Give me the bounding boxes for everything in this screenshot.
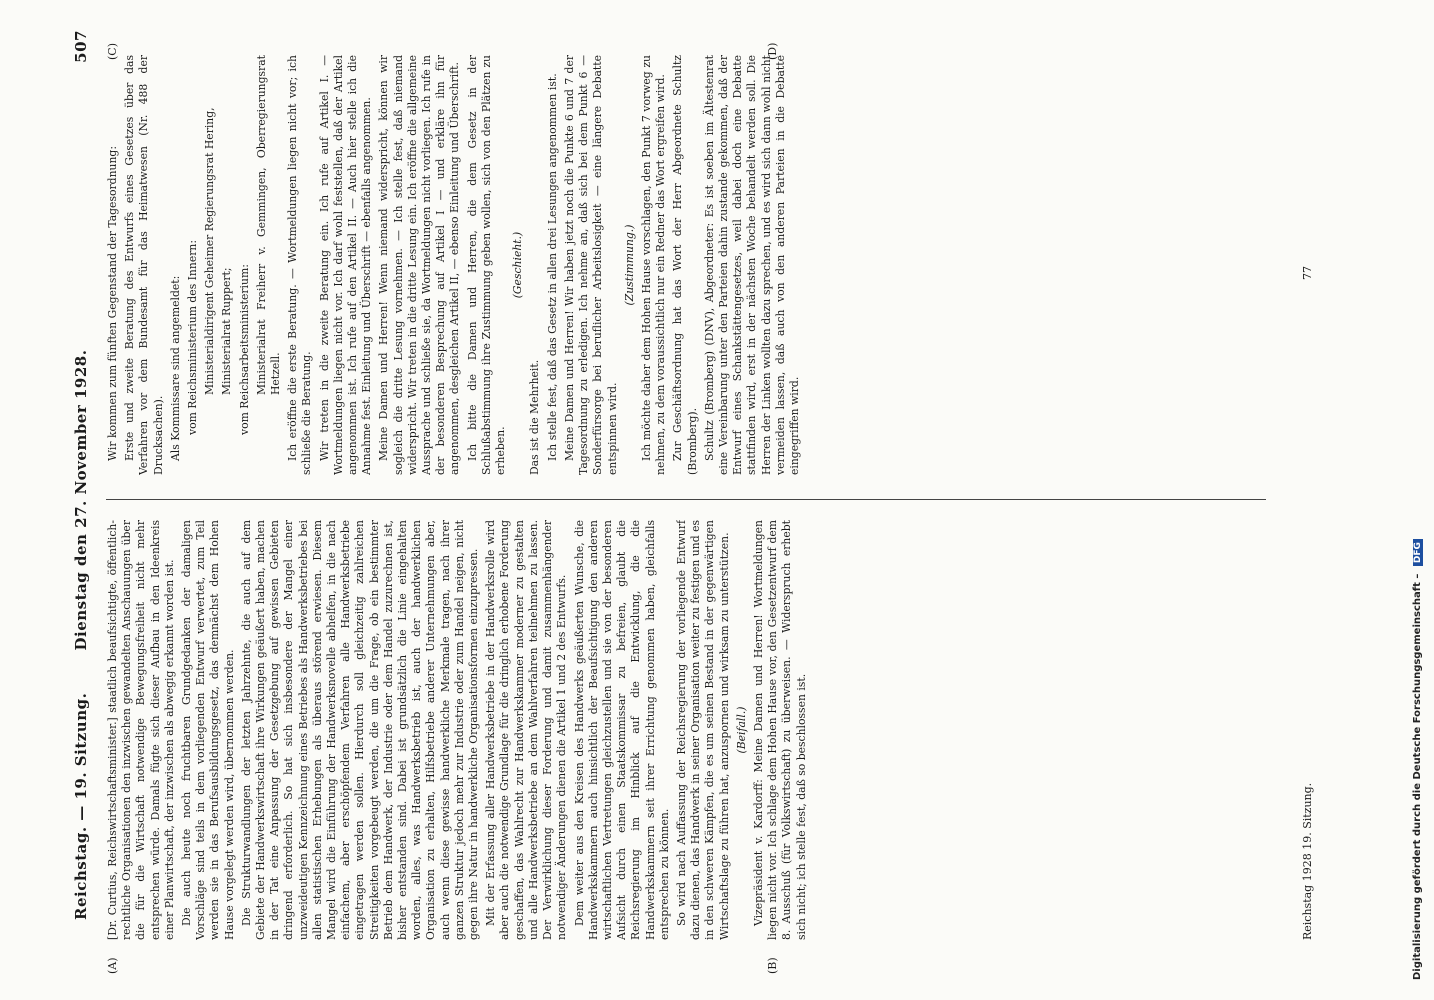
header-session: Reichstag. — 19. Sitzung. [72, 692, 90, 920]
paragraph: Wir treten in die zweite Beratung ein. Ich rufe auf Artikel I. — Wortmeldungen liegen nicht vor. Ich darf wohl feststellen, daß der Artikel angenommen ist. Ich rufe auf den Artikel II. — Auch hier stelle ich die Annahme fest. Einleitung und Überschrift — ebenfalls angenommen. [317, 55, 374, 475]
ministry: vom Reichsarbeitsministerium: [237, 264, 251, 435]
commissar: Ministerialdirigent Geheimer Regierungsrat Hering, [203, 107, 217, 395]
paragraph: Meine Damen und Herren! Wenn niemand widerspricht, können wir sogleich die dritte Lesung vornehmen. — Ich stelle fest, daß niemand widerspricht. Wir treten in die dritte Lesung ein. Ich eröffne die allgemeine Aussprache und schließe sie, da Wortmeldungen nicht vorliegen. Ich rufe in der besonderen Besprechung auf Artikel I — und erkläre ihn für angenommen, desgleichen Artikel II, — ebenso Einleitung und Überschrift. [377, 55, 462, 475]
right-column [106, 55, 1276, 475]
commissar: Ministerialrat Freiherr v. Gemmingen, Oberregierungsrat Hetzell. [254, 55, 283, 395]
paragraph: Ich stelle fest, daß das Gesetz in allen drei Lesungen angenommen ist. [545, 73, 559, 461]
paragraph: Dem weiter aus den Kreisen des Handwerks geäußerten Wunsche, die Handwerkskammern auch hinsichtlich der Beaufsichtigung den anderen wirtschaftlichen Vertretungen gleichzustellen und sie von der besonderen Aufsicht durch einen Staatskommissar zu befreien, glaubt die Reichsregierung im Hinblick auf die Entwicklung, die die Handwerkskammern seit ihrer Errichtung genommen haben, gleichfalls entsprechen zu können. [572, 520, 671, 940]
paragraph: Ich möchte daher dem Hohen Hause vorschlagen, den Punkt 7 vorweg zu nehmen, zu dem voraussichtlich nur ein Redner das Wort ergreifen wird. [639, 55, 668, 475]
paragraph: Ich eröffne die erste Beratung. — Wortmeldungen liegen nicht vor; ich schließe die Beratung. [286, 55, 314, 475]
digitization-stamp [1412, 0, 1423, 980]
margin-marker-b: (B) [766, 957, 779, 974]
paragraph: Das ist die Mehrheit. [528, 359, 542, 475]
commissar: Ministerialrat Ruppert; [220, 267, 234, 395]
interjection: (Geschieht.) [511, 231, 525, 299]
paragraph: Zur Geschäftsordnung hat das Wort der Herr Abgeordnete Schultz (Bromberg). [671, 55, 699, 475]
ministry: vom Reichsministerium des Innern: [186, 240, 200, 435]
paragraph: So wird nach Auffassung der Reichsregierung der vorliegende Entwurf dazu dienen, das Handwerk in seiner Organisation weiter zu festigen und es in den schweren Kämpfen, die es um seinen Bestand in der gegenwärtigen Wirtschaftslage zu führen hat, anzuspornen und wirksam zu unterstützen. [674, 520, 731, 940]
signature-number: 77 [1301, 266, 1314, 280]
paragraph: Die auch heute noch fruchtbaren Grundgedanken der damaligen Vorschläge sind teils in dem vorliegenden Entwurf verwertet, zum Teil werden sie in das Berufsausbildungsgesetz, das demnächst dem Hohen Hause vorgelegt werden wird, übernommen werden. [180, 520, 236, 940]
interjection: (Beifall.) [734, 706, 748, 754]
footer-left: Reichstag 1928 19. Sitzung. [1301, 782, 1314, 940]
margin-marker-d: (D) [766, 42, 779, 60]
paragraph: Meine Damen und Herren! Wir haben jetzt noch die Punkte 6 und 7 der Tagesordnung zu erledigen. Ich nehme an, daß sich bei dem Punkt 6 — Sonderfürsorge bei beruflicher Arbeitslosigkeit — eine längere Debatte entspinnen wird. [562, 55, 619, 475]
column-divider [106, 499, 1266, 500]
agenda-item: Erste und zweite Beratung des Entwurfs eines Gesetzes über das Verfahren vor dem Bundesamt für das Heimatwesen (Nr. 488 der Drucksachen). [123, 55, 165, 475]
paragraph: Die Strukturwandlungen der letzten Jahrzehnte, die auch auf dem Gebiete der Handwerkswirtschaft ihre Wirkungen geäußert haben, machen in der Tat eine Anpassung der Gesetzgebung auf gewissen Gebieten dringend erforderlich. So hat sich insbesondere der Mangel einer unzweideutigen Kennzeichnung eines Betriebes als Handwerksbetriebes bei allen statistischen Erhebungen als überaus störend erwiesen. Diesem Mangel wird die Einführung der Handwerksnovelle abhelfen, in die nach einfachem, aber erschöpfendem Verfahren alle Handwerksbetriebe eingetragen werden sollen. Hierdurch soll gleichzeitig zahlreichen Streitigkeiten vorgebeugt werden, die um die Frage, ob ein bestimmter Betrieb dem Handwerk, der Industrie oder dem Handel zuzurechnen ist, bisher entstanden sind. Dabei ist grundsätzlich die Linie eingehalten worden, alles, was Handwerksbetrieb ist, auch der handwerklichen Organisation zu erhalten, Hilfsbetriebe anderer Unternehmungen aber, auch wenn diese gewisse handwerkliche Merkmale tragen, nach ihrer ganzen Struktur jedoch mehr zur Industrie oder zum Handel neigen, nicht gegen ihre Natur in handwerkliche Organisationsformen einzupressen. [239, 520, 481, 940]
interjection: (Zustimmung.) [622, 224, 636, 306]
header-date: Dienstag den 27. November 1928. [72, 349, 90, 651]
page-number: 507 [72, 30, 90, 63]
left-column [106, 520, 1276, 940]
margin-marker-a: (A) [106, 957, 119, 974]
paragraph: Schultz (Bromberg) (DNV), Abgeordneter: Es ist soeben im Ältestenrat eine Vereinbarung unter den Parteien dahin zustande gekommen, daß der Entwurf eines Schankstättengesetzes, weil dabei doch eine Debatte stattfinden wird, erst in der nächsten Woche behandelt werden soll. Die Herren der Linken wollten dazu sprechen, und es wird sich dann wohl nicht vermeiden lassen, daß auch von den anderen Parteien in die Debatte eingegriffen wird. [702, 55, 801, 475]
dfg-logo: DFG [1413, 539, 1423, 566]
paragraph: [Dr. Curtius, Reichswirtschaftsminister.] staatlich beaufsichtigte, öffentlich-rechtliche Organisationen den inzwischen gewandelten Anschauungen über die für die Wirtschaft notwendige Bewegungsfreiheit nicht mehr entsprechen würde. Damals fügte sich dieser Aufbau in den Ideenkreis einer Planwirtschaft, der inzwischen als abwegig erkannt worden ist. [106, 520, 176, 940]
stamp-text: Digitalisierung gefördert durch die Deutsche Forschungsgemeinschaft – [1412, 573, 1423, 980]
paragraph: Ich bitte die Damen und Herren, die dem Gesetz in der Schlußabstimmung ihre Zustimmung geben wollen, sich von den Plätzen zu erheben. [465, 55, 508, 475]
paragraph: Wir kommen zum fünften Gegenstand der Tagesordnung: [106, 146, 119, 461]
page-header [66, 20, 100, 980]
paragraph: Vizepräsident v. Kardorff: Meine Damen und Herren! Wortmeldungen liegen nicht vor. Ich schlage dem Hohen Hause vor, den Gesetzentwurf dem 8. Ausschuß (für Volkswirtschaft) zu überweisen. — Widerspruch erhebt sich nicht; ich stelle fest, daß so beschlossen ist. [751, 520, 808, 940]
paragraph: Als Kommissare sind angemeldet: [168, 275, 182, 461]
rotated-page [66, 20, 1366, 980]
paragraph: Mit der Erfassung aller Handwerksbetriebe in der Handwerksrolle wird aber auch die notwendige Grundlage für die dringlich erhobene Forderung geschaffen, das Wahlrecht zur Handwerkskammer moderner zu gestalten und alle Handwerksbetriebe an dem Wahlverfahren teilnehmen zu lassen. Der Verwirklichung dieser Forderung und damit zusammenhängender notwendiger Änderungen dienen die Artikel 1 und 2 des Entwurfs. [484, 520, 569, 940]
margin-marker-c: (C) [106, 43, 119, 60]
